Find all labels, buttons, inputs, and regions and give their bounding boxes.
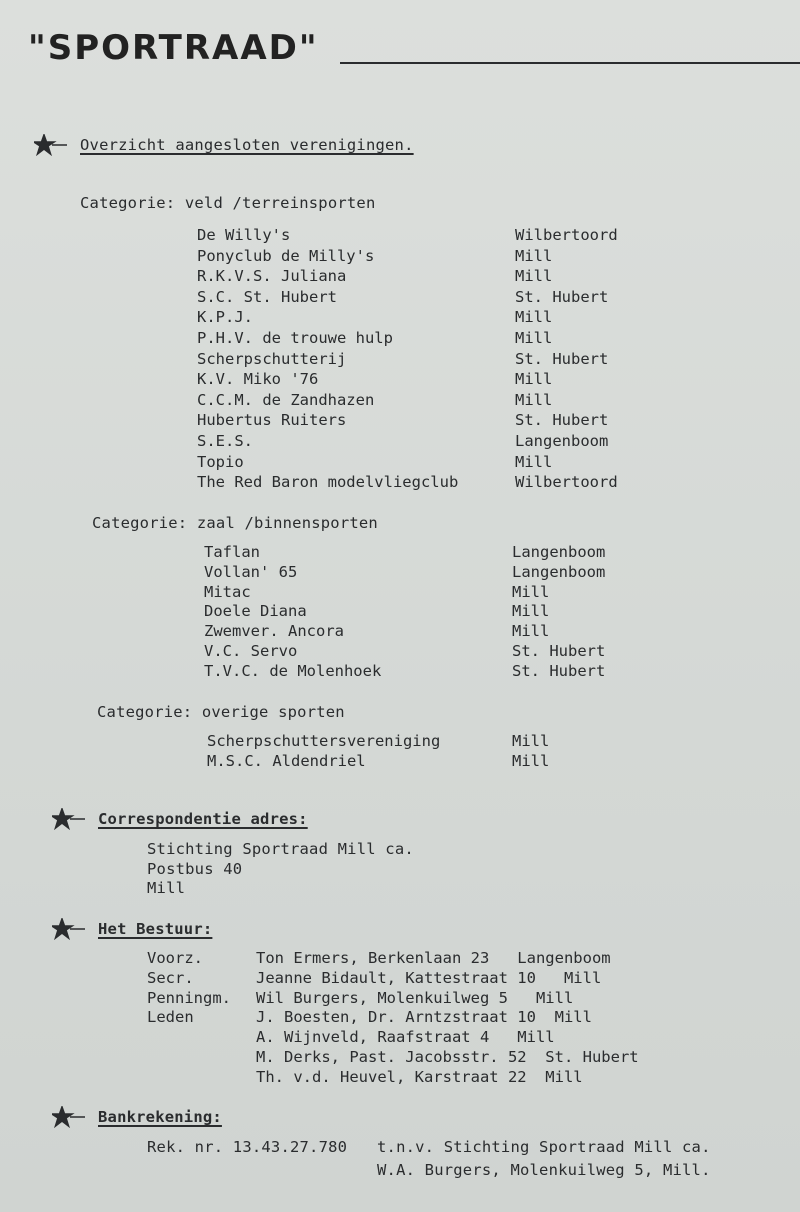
board-role: Penningm. <box>147 988 231 1007</box>
club-place: Mill <box>512 602 550 621</box>
club-name: Scherpschuttersvereniging <box>207 732 441 750</box>
bank-heading: Bankrekening: <box>98 1108 222 1126</box>
bank-holder: t.n.v. Stichting Sportraad Mill ca. <box>377 1138 711 1156</box>
club-place: Mill <box>515 308 553 327</box>
board-role: Secr. <box>147 968 194 987</box>
correspondence-line: Stichting Sportraad Mill ca. <box>147 840 414 858</box>
club-name: S.E.S. <box>197 432 253 450</box>
club-name: Mitac <box>204 582 251 601</box>
board-member: A. Wijnveld, Raafstraat 4 Mill <box>256 1028 555 1047</box>
club-name: The Red Baron modelvliegclub <box>197 473 459 492</box>
club-name: K.P.J. <box>197 308 253 327</box>
board-heading: Het Bestuur: <box>98 920 213 938</box>
star-bullet-icon <box>34 134 68 156</box>
club-place: St. Hubert <box>512 661 606 680</box>
category-label: Categorie: veld /terreinsporten <box>80 194 376 212</box>
club-place: Mill <box>515 329 553 347</box>
club-place: Mill <box>515 452 553 471</box>
star-bullet-icon <box>52 808 86 830</box>
club-place: Wilbertoord <box>515 226 618 244</box>
club-place: Langenboom <box>512 562 606 581</box>
club-name: S.C. St. Hubert <box>197 287 337 306</box>
club-place: Mill <box>512 732 550 750</box>
club-place: Mill <box>515 246 553 265</box>
club-name: Taflan <box>204 543 260 561</box>
board-member: Wil Burgers, Molenkuilweg 5 Mill <box>256 988 574 1007</box>
star-bullet-icon <box>52 918 86 940</box>
club-place: Wilbertoord <box>515 473 618 492</box>
category-label: Categorie: zaal /binnensporten <box>92 514 378 532</box>
board-member: M. Derks, Past. Jacobsstr. 52 St. Hubert <box>256 1048 639 1066</box>
board-member: Jeanne Bidault, Kattestraat 10 Mill <box>256 968 602 987</box>
club-name: Hubertus Ruiters <box>197 411 347 430</box>
club-name: Zwemver. Ancora <box>204 622 344 641</box>
bank-account: Rek. nr. 13.43.27.780 <box>147 1138 348 1156</box>
club-place: St. Hubert <box>512 642 606 660</box>
club-place: Langenboom <box>512 543 606 561</box>
board-role: Leden <box>147 1008 194 1027</box>
club-place: Mill <box>512 752 550 770</box>
club-name: M.S.C. Aldendriel <box>207 752 366 770</box>
club-name: Ponyclub de Milly's <box>197 246 375 265</box>
club-place: St. Hubert <box>515 287 609 306</box>
club-place: Mill <box>512 582 550 601</box>
club-place: Mill <box>512 622 550 641</box>
club-name: V.C. Servo <box>204 642 298 660</box>
board-role: Voorz. <box>147 949 203 967</box>
correspondence-line: Mill <box>147 879 186 897</box>
club-place: Mill <box>515 267 553 286</box>
club-name: P.H.V. de trouwe hulp <box>197 329 393 347</box>
document-title: "SPORTRAAD" <box>28 28 319 68</box>
board-member: J. Boesten, Dr. Arntzstraat 10 Mill <box>256 1008 592 1027</box>
club-place: St. Hubert <box>515 411 609 430</box>
title-rule <box>340 62 800 64</box>
club-name: Doele Diana <box>204 602 307 621</box>
correspondence-heading: Correspondentie adres: <box>98 810 308 828</box>
star-bullet-icon <box>52 1106 86 1128</box>
club-name: De Willy's <box>197 226 291 244</box>
club-name: T.V.C. de Molenhoek <box>204 661 382 680</box>
club-place: St. Hubert <box>515 349 609 368</box>
club-place: Langenboom <box>515 432 609 450</box>
overview-heading: Overzicht aangesloten verenigingen. <box>80 136 414 154</box>
bank-holder-address: W.A. Burgers, Molenkuilweg 5, Mill. <box>377 1161 711 1179</box>
club-name: K.V. Miko '76 <box>197 370 319 389</box>
club-name: R.K.V.S. Juliana <box>197 267 347 286</box>
club-name: Vollan' 65 <box>204 562 298 581</box>
club-place: Mill <box>515 370 553 389</box>
correspondence-line: Postbus 40 <box>147 860 243 878</box>
club-place: Mill <box>515 390 553 409</box>
board-member: Ton Ermers, Berkenlaan 23 Langenboom <box>256 949 611 967</box>
board-member: Th. v.d. Heuvel, Karstraat 22 Mill <box>256 1067 583 1086</box>
club-name: C.C.M. de Zandhazen <box>197 390 375 409</box>
club-name: Scherpschutterij <box>197 349 347 368</box>
club-name: Topio <box>197 452 244 471</box>
category-label: Categorie: overige sporten <box>97 703 345 721</box>
